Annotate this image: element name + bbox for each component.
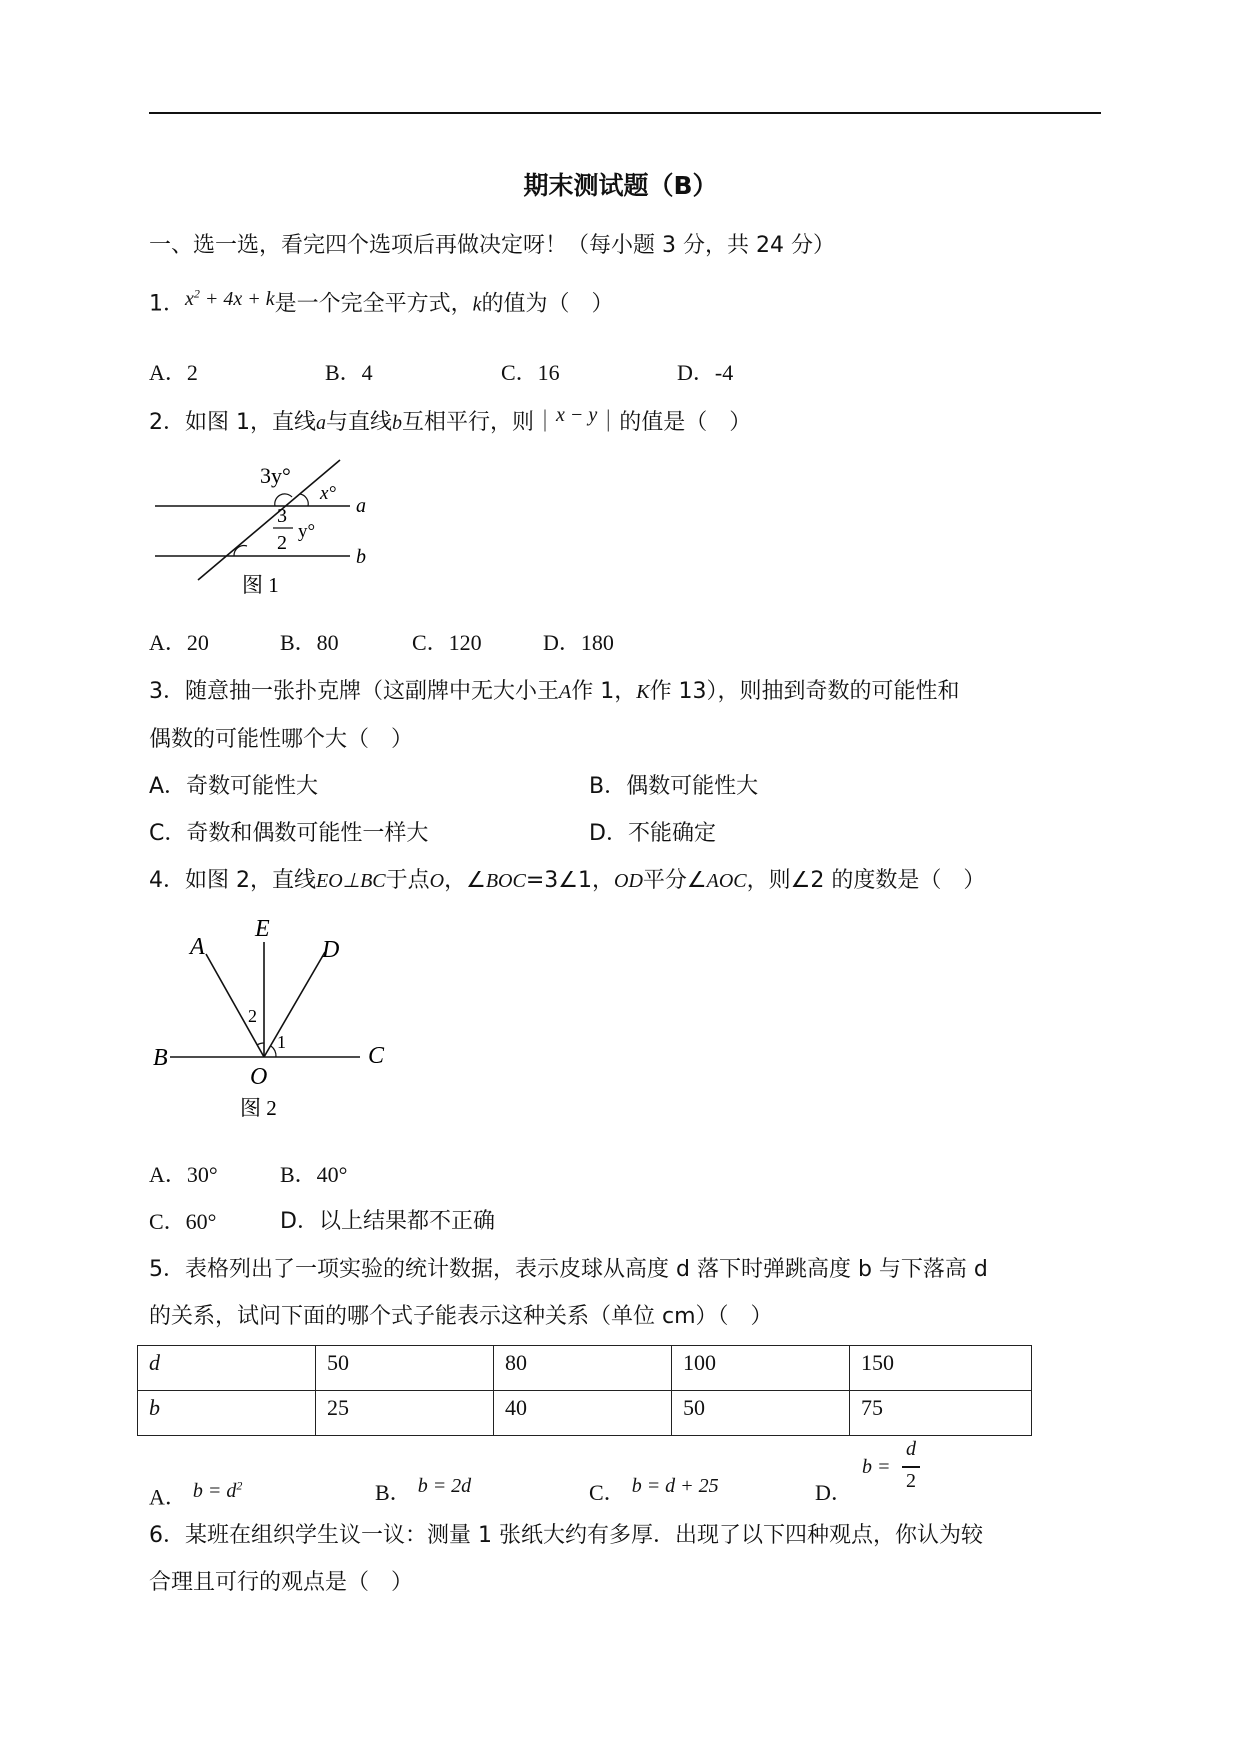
label-frac-den: 2 (277, 532, 287, 554)
q4-angle-aoc: AOC (706, 870, 747, 892)
question-1 (149, 284, 614, 320)
label-angle-2: 2 (248, 1006, 257, 1026)
figure-2-caption: 图 2 (240, 1096, 277, 1120)
question-3-line-1 (149, 677, 960, 707)
q4-point-o: O (429, 870, 445, 892)
label-point-a: A (190, 934, 205, 960)
label-line-a: a (356, 495, 366, 517)
q2-text-d: ｜的值是（ ） (597, 410, 752, 435)
question-5-line-1: 5．表格列出了一项实验的统计数据，表示皮球从高度 d 落下时弹跳高度 b 与下落高 d (149, 1257, 988, 1282)
q4-angle-boc: BOC (485, 870, 526, 892)
figure-2 (150, 912, 400, 1122)
q4-text-a: 4．如图 2，直线 (149, 868, 316, 893)
q2-text-a: 如图 1，直线 (185, 410, 316, 435)
q3-text-a: 3．随意抽一张扑克牌（这副牌中无大小王 (149, 679, 559, 704)
q5-option-b[interactable] (375, 1475, 472, 1509)
label-point-o: O (250, 1064, 268, 1090)
table-cell: 100 (672, 1346, 850, 1391)
q5-d-frac-den: 2 (906, 1470, 916, 1492)
table-cell: d (138, 1346, 316, 1391)
q5-option-c-label: C． (589, 1480, 626, 1505)
question-2 (149, 404, 752, 438)
q4-option-b[interactable]: B．40° (280, 1162, 348, 1187)
q1-option-d[interactable]: D．-4 (677, 360, 734, 385)
q5-option-d[interactable] (815, 1478, 853, 1508)
q3-var-k: K (636, 681, 650, 703)
q3-text-b: 作 1， (571, 679, 637, 704)
table-cell: 25 (316, 1391, 494, 1436)
q5-d-frac-num: d (906, 1438, 916, 1460)
ray-od (264, 952, 325, 1057)
section-heading: 一、选一选，看完四个选项后再做决定呀！（每小题 3 分，共 24 分） (149, 233, 835, 258)
top-rule (149, 112, 1101, 114)
label-point-c: C (368, 1043, 385, 1069)
data-table (137, 1345, 1032, 1436)
q5-option-a-formula: $b = d^2$ (192, 1478, 243, 1502)
q2-expression: x − y (556, 404, 598, 426)
q1-option-c[interactable]: C．16 (501, 360, 560, 385)
q1-k: k (472, 293, 482, 316)
q2-option-d[interactable]: D．180 (543, 630, 614, 655)
table-cell: 50 (672, 1391, 850, 1436)
table-cell: 80 (494, 1346, 672, 1391)
q5-option-b-label: B． (375, 1480, 412, 1505)
question-5-line-2: 的关系，试问下面的哪个式子能表示这种关系（单位 cm）（ ） (149, 1304, 773, 1329)
q1-text-a: 是一个完全平方式， (274, 291, 473, 317)
q3-var-a: A (559, 681, 572, 703)
q4-text-d: =3∠1， (525, 868, 614, 893)
q3-text-c: 作 13），则抽到奇数的可能性和 (649, 679, 960, 704)
q3-option-a[interactable]: A．奇数可能性大 (149, 774, 319, 799)
label-3y: 3y° (260, 463, 291, 488)
q4-ray-od: OD (614, 870, 643, 892)
q3-option-c[interactable]: C．奇数和偶数可能性一样大 (149, 821, 429, 846)
label-point-d: D (322, 937, 340, 963)
q4-option-a[interactable]: A．30° (149, 1162, 218, 1187)
label-angle-1: 1 (277, 1032, 286, 1052)
label-point-e: E (255, 916, 270, 942)
q4-text-c: ，∠ (444, 868, 486, 893)
figure-1 (150, 450, 380, 610)
angle-1-arc (271, 1046, 276, 1057)
q5-option-d-label: D． (815, 1480, 853, 1505)
angle-2-arc (257, 1043, 264, 1045)
table-cell: 50 (316, 1346, 494, 1391)
table-row (138, 1346, 1032, 1391)
q1-number: 1． (149, 291, 185, 317)
q2-number: 2． (149, 410, 185, 435)
figure-1-caption: 图 1 (242, 573, 279, 597)
q5-option-b-formula: b = 2d (417, 1475, 472, 1497)
q2-option-a[interactable]: A．20 (149, 630, 209, 655)
label-point-b: B (153, 1045, 168, 1071)
page-title: 期末测试题（B） (523, 171, 718, 200)
table-cell: b (138, 1391, 316, 1436)
angle-x-arc (300, 494, 308, 506)
question-4 (149, 866, 985, 896)
table-cell: 40 (494, 1391, 672, 1436)
q5-d-frac-bar (902, 1466, 920, 1468)
table-row (138, 1391, 1032, 1436)
question-3-line-2: 偶数的可能性哪个大（ ） (149, 727, 414, 752)
q2-option-b[interactable]: B．80 (280, 630, 339, 655)
q4-text-b: 于点 (385, 868, 430, 893)
label-x: x° (320, 483, 337, 504)
q5-option-a[interactable] (149, 1478, 242, 1514)
q1-option-a[interactable]: A．2 (149, 360, 198, 385)
q5-option-d-formula (862, 1436, 922, 1500)
q2-var-b: b (392, 412, 403, 434)
q2-text-c: 互相平行，则｜ (402, 410, 557, 435)
q5-option-a-label: A． (149, 1484, 187, 1510)
question-6-line-1: 6．某班在组织学生议一议：测量 1 张纸大约有多厚．出现了以下四种观点，你认为较 (149, 1523, 983, 1548)
q2-option-c[interactable]: C．120 (412, 630, 482, 655)
q4-option-c[interactable]: C．60° (149, 1209, 217, 1234)
q5-d-lhs: b = (862, 1456, 891, 1478)
table-cell: 150 (850, 1346, 1032, 1391)
label-line-b: b (356, 546, 366, 568)
q5-option-c-formula: b = d + 25 (631, 1475, 719, 1497)
table-cell: 75 (850, 1391, 1032, 1436)
q1-text-b: 的值为（ ） (481, 291, 614, 317)
q4-eo-bc: EO⊥BC (316, 870, 386, 892)
q4-text-e: 平分∠ (642, 868, 707, 893)
q4-text-f: ，则∠2 的度数是（ ） (746, 868, 986, 893)
q5-option-c[interactable] (589, 1475, 719, 1509)
label-y: y° (298, 521, 316, 542)
label-frac-num: 3 (277, 505, 287, 527)
q3-option-b[interactable]: B．偶数可能性大 (589, 774, 759, 799)
q1-option-b[interactable]: B．4 (325, 360, 373, 385)
q1-formula: $x^2 + 4x + k$ (185, 286, 275, 310)
q2-var-a: a (316, 412, 326, 434)
q2-text-b: 与直线 (326, 410, 393, 435)
q4-option-d[interactable]: D．以上结果都不正确 (280, 1209, 495, 1234)
q3-option-d[interactable]: D．不能确定 (589, 821, 716, 846)
question-6-line-2: 合理且可行的观点是（ ） (149, 1570, 414, 1595)
